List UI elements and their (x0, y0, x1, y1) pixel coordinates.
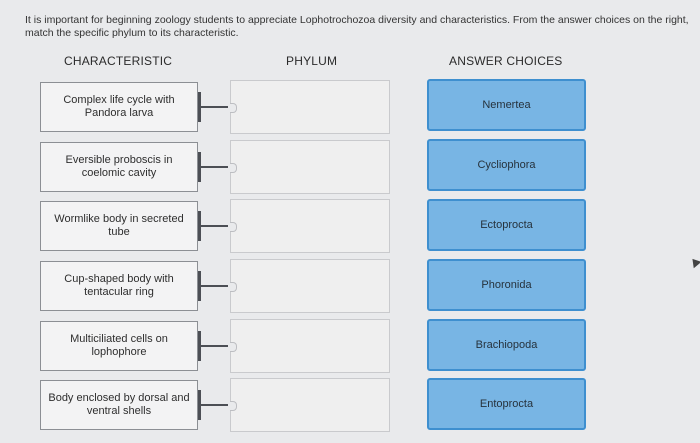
characteristic-line: Complex life cycle with (63, 94, 175, 106)
characteristic-line: Eversible proboscis in (65, 154, 173, 166)
phylum-drop-zone[interactable] (230, 319, 390, 373)
connector-line (198, 321, 230, 371)
mouse-cursor-icon (689, 256, 700, 269)
characteristic-card (40, 82, 198, 132)
characteristic-card (40, 261, 198, 311)
connector-line (198, 201, 230, 251)
characteristic-card (40, 380, 198, 430)
connector-line (198, 261, 230, 311)
characteristic-card (40, 321, 198, 371)
characteristic-line: ventral shells (86, 405, 152, 417)
phylum-drop-zone[interactable] (230, 199, 390, 253)
drop-notch (230, 222, 237, 232)
characteristic-line: tube (108, 226, 130, 238)
characteristic-card (40, 201, 198, 251)
phylum-column-header: PHYLUM (286, 54, 338, 68)
answer-choice-ectoprocta[interactable]: Ectoprocta (427, 199, 586, 251)
drop-notch (230, 163, 237, 173)
drop-notch (230, 282, 237, 292)
instructions-text: It is important for beginning zoology students to appreciate Lophotrochozoa diversity and characteristics. From the answer choices on the right, match the specific phylum to its characteristic. (25, 14, 689, 39)
characteristic-line: Pandora larva (84, 107, 154, 119)
characteristic-column-header: CHARACTERISTIC (64, 54, 173, 68)
phylum-drop-zone[interactable] (230, 140, 390, 194)
phylum-drop-zone[interactable] (230, 378, 390, 432)
characteristic-line: Multiciliated cells on (70, 333, 168, 345)
drop-notch (230, 103, 237, 113)
answer-choice-nemertea[interactable]: Nemertea (427, 79, 586, 131)
connector-line (198, 142, 230, 192)
drop-notch (230, 401, 237, 411)
characteristic-line: Wormlike body in secreted (54, 213, 184, 225)
characteristic-line: coelomic cavity (81, 167, 157, 179)
phylum-drop-zone[interactable] (230, 259, 390, 313)
answer-choice-brachiopoda[interactable]: Brachiopoda (427, 319, 586, 371)
answer-choices-column-header: ANSWER CHOICES (449, 54, 563, 68)
characteristic-line: Body enclosed by dorsal and (48, 392, 190, 404)
drop-notch (230, 342, 237, 352)
connector-line (198, 82, 230, 132)
answer-choice-phoronida[interactable]: Phoronida (427, 259, 586, 311)
characteristic-line: tentacular ring (84, 286, 154, 298)
answer-choice-cycliophora[interactable]: Cycliophora (427, 139, 586, 191)
characteristic-line: Cup-shaped body with (64, 273, 174, 285)
phylum-drop-zone[interactable] (230, 80, 390, 134)
connector-line (198, 380, 230, 430)
answer-choice-entoprocta[interactable]: Entoprocta (427, 378, 586, 430)
characteristic-card (40, 142, 198, 192)
characteristic-line: lophophore (91, 346, 147, 358)
